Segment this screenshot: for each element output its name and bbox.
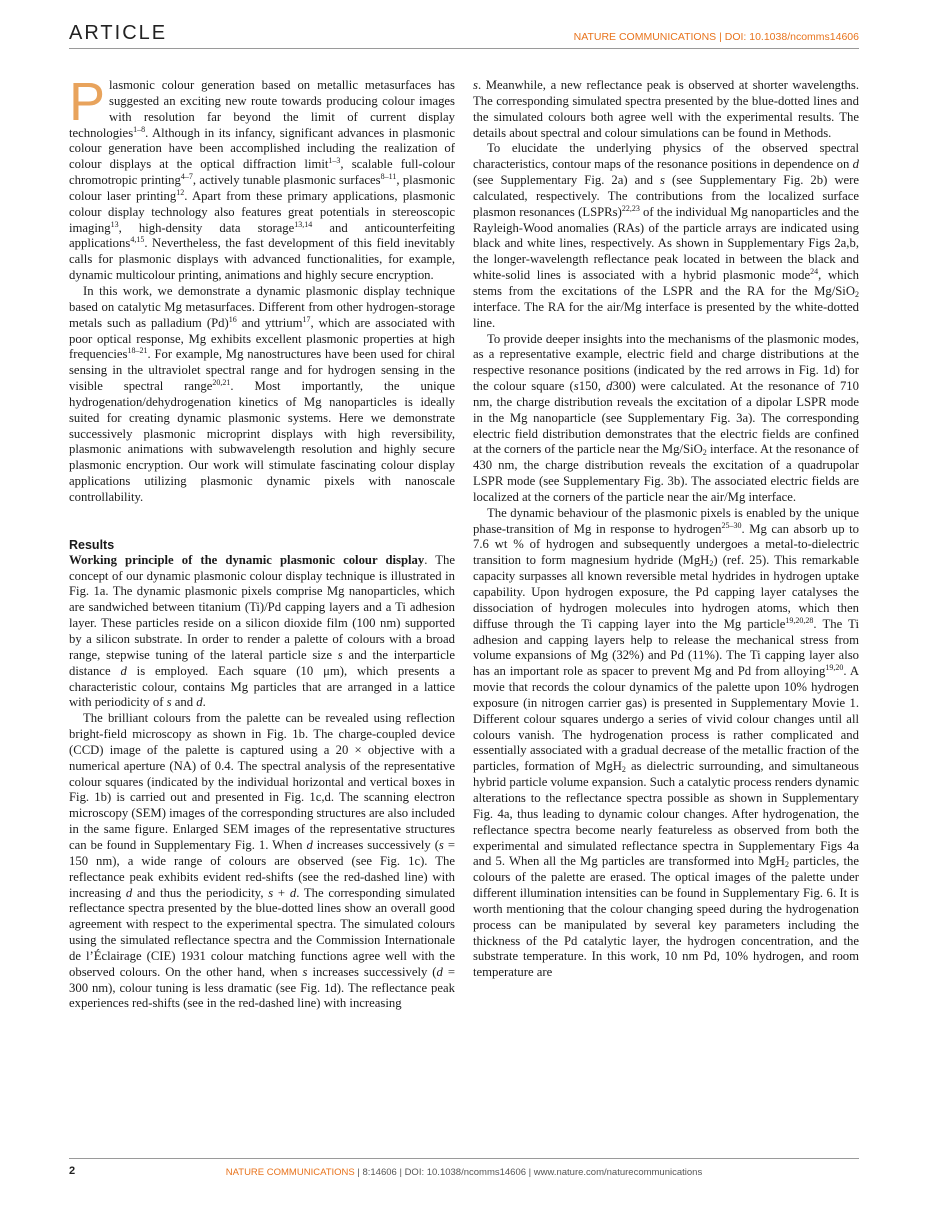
footer-journal: NATURE COMMUNICATIONS [225,1167,355,1178]
journal-doi: NATURE COMMUNICATIONS | DOI: 10.1038/ncomms14606 [573,31,859,43]
ref: 20,21 [212,378,231,388]
ref: 13,14 [294,219,313,229]
ref: 16 [228,314,237,324]
paragraph-continued: s. Meanwhile, a new reflectance peak is observed at shorter wavelengths. The corresponding simulated spectra presented by the blue-dotted lines and the simulated colours both agree well with the experimental results. The details about spectral and colour simulations can be found in Methods. [473,78,859,140]
paragraph-intro: Plasmonic colour generation based on metallic metasurfaces has suggested an exciting new route towards producing colour images with resolution far beyond the limit of current display technologies$^{1-8}$. Although in its infancy, significant advances in plasmonic colour generation have been accomplished including the realization of colour displays at the optical diffraction limit$^{1-3}$, scalable full-colour chromotropic printing$^{4-7}$, actively tunable plasmonic surfaces$^{8-11}$, plasmonic colour laser printing$^{12}$. Apart from these primary applications, plasmonic colour display technology also features great potentials in stereoscopic imaging$^{13}$, high-density data storage$^{13,14}$ and anticounterfeiting applications$^{4,15}$. Nevertheless, the fast development of this field inevitably calls for plasmonic displays with advanced functionalities, for example, dynamic multicolour printing, animations and highly secure encryption. [69,78,455,283]
results-heading: Results [69,537,115,552]
page-number: 2 [69,1165,76,1177]
ref: 8–11 [380,172,397,182]
ref: 19,20,28 [785,615,814,625]
ref: 13 [110,219,119,229]
ref: 1–3 [328,156,341,166]
ref: 4,15 [130,235,145,245]
paragraph-dynamic-behaviour: The dynamic behaviour of the plasmonic pixels is enabled by the unique phase-transition of Mg in response to hydrogen$^{25-30}$. Mg can absorb up to 7.6 wt % of hydrogen and subsequently undergoes a metal-to-dielectric transition to form magnesium hydride (MgH$_2$) (ref. 25). This remarkable capacity surpasses all known reversible metal hydrides in hydrogen uptake capability. Upon hydrogen exposure, the Pd capping layer catalyses the dissociation of hydrogen molecules into hydrogen atoms, which then diffuse through the Ti capping layer into the Mg particle$^{19,20,28}$. The Ti adhesion and capping layers help to release the mechanical stress from volume expansions of Mg (32%) and Pd (11%). The Ti capping layer also has an important role as spacer to prevent Mg and Pd from alloying$^{19,20}$. A movie that records the colour dynamics of the palette upon 10% hydrogen exposure (in nitrogen carrier gas) is presented in Supplementary Movie 1. Different colour squares undergo a series of vivid colour changes until all colours vanish. The hydrogenation process is rather complicated and essentially associated with a gradual decrease of the metallic fraction of the particles, formation of MgH$_2$ as dielectric surrounding, and simultaneous hybrid particle volume expansion. Such a catalytic process renders dynamic alterations to the reflectance spectra possible as shown in Supplementary Fig. 4a, thus leading to dynamic colour changes. After hydrogenation, the reflectance spectra become nearly featureless as observed from both the experimental and simulated reflectance spectra in Supplementary Figs 4a and 5. When all the Mg particles are transformed into MgH$_2$ particles, the colours of the palette are erased. The optical images of the palette under different illumination intensities can be found in Supplementary Fig. 6. It is worth mentioning that the colour changing speed during the hydrogenation process can be manipulated by several key parameters including the thickness of the Pd catalytic layer, the hydrogen concentration, and the substrate temperature. In this work, 10 nm Pd, 10% hydrogen, and room temperature are [473,505,859,980]
paragraph-brilliant-colours: The brilliant colours from the palette can be revealed using reflection bright-field microscopy as shown in Fig. 1b. The charge-coupled device (CCD) image of the palette is captured using a 20 × objective with a numerical aperture (NA) of 0.4. The spectral analysis of the representative colour squares (indicated by the individual horizontal and vertical boxes in Fig. 1b) is carried out and presented in Fig. 1c,d. The scanning electron microscopy (SEM) images of the corresponding structures are also included in the same figure. Enlarged SEM images of the representative structures can be found in Supplementary Fig. 1. When d increases successively (s = 150 nm), a wide range of colours are observed (see Fig. 1c). The reflectance peak exhibits evident red-shifts (see the red-dashed line) with increasing d and thus the periodicity, s + d. The corresponding simulated reflectance spectra presented by the blue-dotted lines show an overall good agreement with respect to the experimental spectra. The simulated colours using the simulated reflectance spectra and the Commission Internationale de l’Éclairage (CIE) 1931 colour matching functions agree well with the observed colours. On the other hand, when s increases successively (d = 300 nm), colour tuning is less dramatic (see Fig. 1d). The reflectance peak experiences red-shifts (see in the red-dashed line) with increasing [69,711,455,1011]
left-column [69,78,455,1158]
ref: 1–8 [133,124,146,134]
ref: 22,23 [621,203,640,213]
paragraph-mechanisms: To provide deeper insights into the mechanisms of the plasmonic modes, as a representative example, electric field and charge distributions at the respective resonance positions (indicated by the red arrows in Fig. 1d) for the colour square (s150, d300) were calculated. At the resonance of 710 nm, the charge distribution reveals the excitation of a dipolar LSPR mode in the Mg nanoparticle (see Supplementary Fig. 3a). The corresponding electric field distribution demonstrates that the electric fields are confined at the corners of the particle near the Mg/SiO$_2$ interface. At the resonance of 430 nm, the charge distribution reveals the excitation of a quadrupolar LSPR mode (see Supplementary Fig. 3b). The associated electric fields are localized at the corners of the particle near the air/Mg interface. [473,331,859,504]
paragraph-this-work: In this work, we demonstrate a dynamic plasmonic display technique based on catalytic Mg metasurfaces. Different from other hydrogen-storage metals such as palladium $(Pd)^{16}$ and yttrium$^{17}$, which are associated with poor optical response, Mg exhibits excellent plasmonic properties at high frequencies$^{18-21}$. For example, Mg nanostructures have been used for chiral sensing in the ultraviolet spectral range and for hydrogen sensing in the visible spectral range$^{20,21}$. Most importantly, the unique hydrogenation/dehydrogenation kinetics of Mg nanoparticles is ideally suited for creating dynamic plasmonic systems. Here we demonstrate successively plasmonic microprint displays with high reversibility, plasmonic animations with subwavelength resolution and highly secure plasmonic encryption. Our work will stimulate fascinating colour display applications utilizing plasmonic dynamic pixels with nanoscale controllability. [69,283,455,504]
ref: 4–7 [180,172,193,182]
paragraph-working-principle: Working principle of the dynamic plasmonic colour display. The concept of our dynamic plasmonic colour display technique is illustrated in Fig. 1a. The dynamic plasmonic pixels comprise Mg nanoparticles, which are sandwiched between titanium (Ti)/Pd capping layers and a Ti adhesion layer. These particles reside on a silicon dioxide film (100 nm) supported by a silicon substrate. In order to render a palette of colours with a broad range, stepwise tuning of the lateral particle size s and the interparticle distance d is employed. Each square (10 μm), which presents a characteristic colour, contains Mg particles that are arranged in a lattice with periodicity of s and d. [69,552,455,710]
section-label: ARTICLE [69,22,168,44]
ref: 18–21 [127,346,148,356]
footer-citation: NATURE COMMUNICATIONS | 8:14606 | DOI: 10.1038/ncomms14606 | www.nature.com/naturecommunications [225,1167,703,1178]
subsection-heading: Working principle of the dynamic plasmonic colour display [69,552,425,567]
page-footer [69,1158,859,1179]
paragraph-underlying-physics: To elucidate the underlying physics of the observed spectral characteristics, contour maps of the resonance positions in dependence on d (see Supplementary Fig. 2a) and s (see Supplementary Fig. 2b) were calculated, respectively. The contributions from the localized surface plasmon resonances (LSPRs)$^{22,23}$ of the individual Mg nanoparticles and the Rayleigh-Wood anomalies (RAs) of the particle arrays are indicated using black and white lines, respectively. As shown in Supplementary Figs 2a,b, the longer-wavelength reflectance peak located in between the black and white-solid lines is associated with a hybrid plasmonic mode$^{24}$, which stems from the excitations of the LSPR and the RA for the Mg/SiO$_2$ interface. The RA for the air/Mg interface is presented by the white-dotted line. [473,141,859,330]
ref: 12 [176,187,185,197]
ref: 24 [810,267,819,277]
right-column [473,78,859,1158]
page-header [69,22,859,49]
ref: 25–30 [721,520,742,530]
ref: 19,20 [825,663,844,673]
ref: 17 [302,314,311,324]
drop-cap: P [69,78,106,132]
